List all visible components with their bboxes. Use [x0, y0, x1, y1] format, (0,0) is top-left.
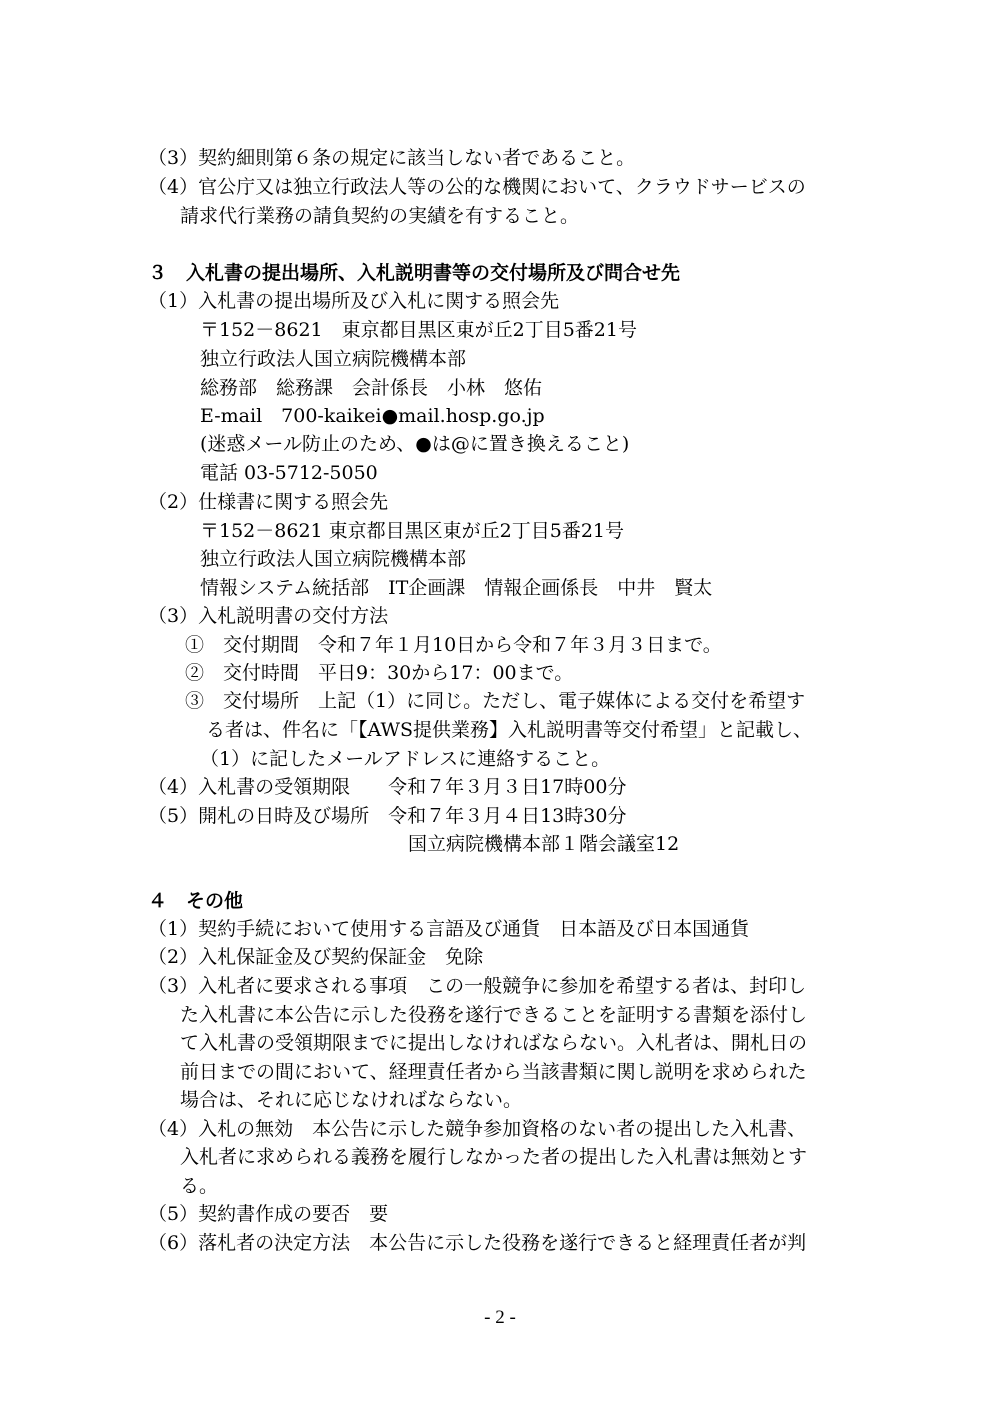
- s3-item-3-place: ③ 交付場所 上記（1）に同じ。ただし、電子媒体による交付を希望す: [185, 690, 806, 712]
- s3-item-5: （5）開札の日時及び場所 令和７年３月４日13時30分: [148, 805, 627, 827]
- s3-item-5-place: 国立病院機構本部１階会議室12: [408, 833, 680, 855]
- s4-item-6: （6）落札者の決定方法 本公告に示した役務を遂行できると経理責任者が判: [148, 1232, 807, 1254]
- s3-item-3-hours: ② 交付時間 平日9：30から17：00まで。: [185, 662, 574, 684]
- s4-item-3: （3）入札者に要求される事項 この一般競争に参加を希望する者は、封印し: [148, 975, 807, 997]
- s4-item-4-continuation-2: る。: [180, 1175, 219, 1197]
- eligibility-item-4-continuation: 請求代行業務の請負契約の実績を有すること。: [180, 205, 580, 227]
- s3-item-1-address: 〒152－8621 東京都目黒区東が丘2丁目5番21号: [200, 319, 637, 341]
- s3-item-2-dept: 情報システム統括部 IT企画課 情報企画係長 中井 賢太: [200, 577, 713, 599]
- s3-item-3: （3）入札説明書の交付方法: [148, 605, 389, 627]
- s4-item-4-continuation-1: 入札者に求められる義務を履行しなかった者の提出した入札書は無効とす: [180, 1146, 808, 1168]
- section-4-heading: ４ その他: [148, 890, 244, 912]
- s3-item-3-period: ① 交付期間 令和７年１月10日から令和７年３月３日まで。: [185, 634, 722, 656]
- s4-item-1: （1）契約手続において使用する言語及び通貨 日本語及び日本国通貨: [148, 918, 750, 940]
- s3-item-2: （2）仕様書に関する照会先: [148, 491, 389, 513]
- s4-item-4: （4）入札の無効 本公告に示した競争参加資格のない者の提出した入札書、: [148, 1118, 807, 1140]
- s3-item-1: （1）入札書の提出場所及び入札に関する照会先: [148, 290, 560, 312]
- s3-item-3-place-continuation-1: る者は、件名に「【AWS提供業務】入札説明書等交付希望」と記載し、: [206, 719, 812, 741]
- s4-item-3-continuation-4: 場合は、それに応じなければならない。: [180, 1089, 523, 1111]
- s3-item-2-address: 〒152－8621 東京都目黒区東が丘2丁目5番21号: [200, 520, 625, 542]
- s3-item-4: （4）入札書の受領期限 令和７年３月３日17時00分: [148, 776, 627, 798]
- s4-item-3-continuation-3: 前日までの間において、経理責任者から当該書類に関し説明を求められた: [180, 1061, 807, 1083]
- section-3-heading: ３ 入札書の提出場所、入札説明書等の交付場所及び問合せ先: [148, 262, 681, 284]
- s3-item-1-dept: 総務部 総務課 会計係長 小林 悠佑: [200, 377, 543, 399]
- s3-item-1-email-note: (迷惑メール防止のため、●は@に置き換えること): [200, 433, 630, 455]
- eligibility-item-3: （3）契約細則第６条の規定に該当しない者であること。: [148, 147, 636, 169]
- s4-item-2: （2）入札保証金及び契約保証金 免除: [148, 946, 484, 968]
- s4-item-5: （5）契約書作成の要否 要: [148, 1203, 389, 1225]
- eligibility-item-4: （4）官公庁又は独立行政法人等の公的な機関において、クラウドサービスの: [148, 176, 806, 198]
- page-number: - 2 -: [484, 1307, 516, 1328]
- s3-item-1-email: E-mail 700-kaikei●mail.hosp.go.jp: [200, 405, 545, 427]
- s3-item-3-place-continuation-2: （1）に記したメールアドレスに連絡すること。: [200, 748, 611, 770]
- s3-item-1-phone: 電話 03-5712-5050: [200, 462, 378, 484]
- s3-item-2-org: 独立行政法人国立病院機構本部: [200, 548, 467, 570]
- s4-item-3-continuation-1: た入札書に本公告に示した役務を遂行できることを証明する書類を添付し: [180, 1004, 808, 1026]
- s3-item-1-org: 独立行政法人国立病院機構本部: [200, 348, 467, 370]
- s4-item-3-continuation-2: て入札書の受領期限までに提出しなければならない。入札者は、開札日の: [180, 1032, 808, 1054]
